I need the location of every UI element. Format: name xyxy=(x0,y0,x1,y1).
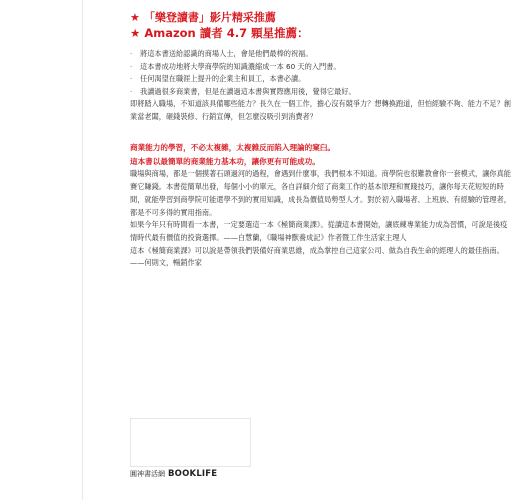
bullet-icon: · xyxy=(130,74,133,83)
endorsement-quote: 如果今年只有時間看一本書，一定要選這一本《極簡商業課》。從讀這本書開始，讓底練專業能力成為習慣，可說是後疫情時代最有價值的投資選擇。——白慧蘭，《職場神獸養成記》作者暨工作生活家主理人 xyxy=(130,220,508,242)
bullet-icon: · xyxy=(130,61,133,71)
left-divider xyxy=(82,0,83,500)
list-item: · 將這本書送給認識的商場人士，會是他們最棒的祝福。 xyxy=(130,48,512,61)
workplace-paragraph: 職場與商場，都是一個摸著石頭過河的過程，會遇到什麼事，我們根本不知道。商學院也很難教會你一套模式，讓你真能賽它賺錢。本書從簡單出發，每個小小的單元，各自詳細介紹了商業工作的基本原理和實踐技巧，讓你每天花短短的時間，就能學習到商學院可能還學不到的實用知識，成長為價值局勢型人才。對於初入職場者、上班族、有經驗的管理者，都是不可多得的實用指南。 xyxy=(130,169,511,217)
video-recommendation-heading: ★ 「樂登讀書」影片精采推薦 xyxy=(130,11,276,24)
endorsement-quote: 這本《極簡商業課》可以說是帶領我們裝備好商業思維，成為掌控自己這家公司、做為自我生命的經理人的最佳指南。——何則文，暢銷作家 xyxy=(130,245,504,268)
bullet-icon: · xyxy=(130,49,133,58)
list-item: · 任何渴望在職涯上提升的企業主和員工，本書必讀。 xyxy=(130,73,512,86)
list-item: · 這本書成功地將大學商學院的知識濃縮成一本 60 天的入門書。 xyxy=(130,61,512,74)
image-placeholder xyxy=(130,418,251,467)
list-item: · 我讀過很多商業書，但是在讀過這本書與實際應用後，覺得它最好。 xyxy=(130,86,512,99)
highlight-line: 這本書以最簡單的商業能力基本功，讓你更有可能成功。 xyxy=(130,156,320,166)
star-icon: ★ xyxy=(130,26,141,40)
amazon-rating-heading: ★ Amazon 讀者 4.7 顆星推薦： xyxy=(130,26,309,40)
questions-paragraph: 即將踏入職場，不知道該具備哪些能力？長久在一個工作，擔心沒有競爭力？想轉換跑道，但怕經驗不夠、能力不足？創業當老闆，砸錢裝修、行銷宣傳，但怎麼沒吸引到消費者？ xyxy=(130,99,511,121)
publisher-footer xyxy=(130,469,217,479)
highlight-line: 商業能力的學習，不必太複雜，太複雜反而陷入理論的窠臼。 xyxy=(130,143,336,153)
star-icon: ★ xyxy=(130,11,140,24)
bullet-icon: · xyxy=(130,86,133,96)
amazon-review-list xyxy=(130,48,512,98)
publisher-name: 圓神書活網 xyxy=(130,470,165,478)
book-description xyxy=(130,10,512,270)
booklife-logo[interactable]: BOOKLIFE xyxy=(168,469,218,479)
highlight-statements xyxy=(130,141,512,168)
